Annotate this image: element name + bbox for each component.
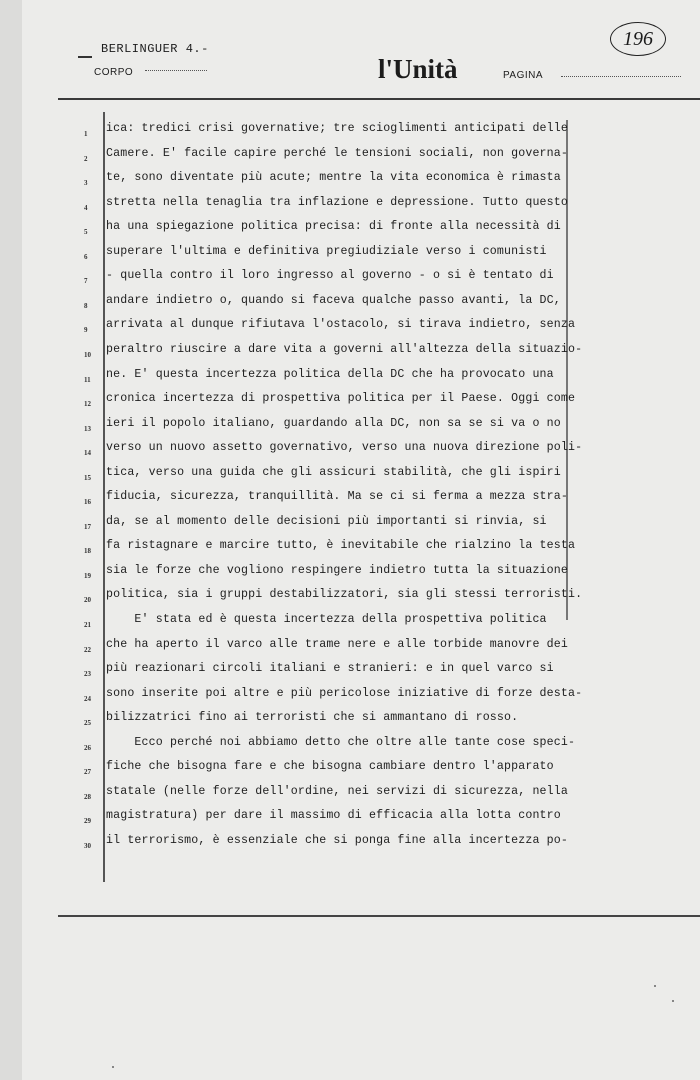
text-line xyxy=(0,490,700,514)
text-line xyxy=(0,638,700,662)
line-text: E' stata ed è questa incertezza della prospettiva politica xyxy=(106,613,547,626)
line-number: 24 xyxy=(84,694,91,703)
text-line xyxy=(0,564,700,588)
text-line xyxy=(0,318,700,342)
line-number: 10 xyxy=(84,350,91,359)
text-line xyxy=(0,196,700,220)
newspaper-masthead: l'Unità xyxy=(378,54,458,84)
line-number: 5 xyxy=(84,228,88,237)
line-text: ne. E' questa incertezza politica della DC che ha provocato una xyxy=(106,367,554,381)
text-line xyxy=(0,343,700,367)
header-rule xyxy=(58,98,700,100)
line-text: fa ristagnare e marcire tutto, è inevitabile che rialzino la testa xyxy=(106,539,576,553)
page-number-circled xyxy=(610,22,666,56)
line-text: te, sono diventate più acute; mentre la vita economica è rimasta xyxy=(106,171,561,185)
text-line xyxy=(0,834,700,858)
line-text: Camere. E' facile capire perché le tensioni sociali, non governa- xyxy=(106,146,568,160)
line-text: verso un nuovo assetto governativo, verso una nuova direzione poli- xyxy=(106,441,583,455)
text-line xyxy=(0,736,700,760)
text-line xyxy=(0,760,700,784)
footer-rule xyxy=(58,915,700,917)
line-number: 16 xyxy=(84,498,91,507)
text-line xyxy=(0,122,700,146)
line-number: 9 xyxy=(84,326,88,335)
text-line xyxy=(0,613,700,637)
line-text: magistratura) per dare il massimo di efficacia alla lotta contro xyxy=(106,809,561,823)
line-number: 27 xyxy=(84,768,91,777)
line-number: 1 xyxy=(84,130,88,138)
line-text: cronica incertezza di prospettiva politica per il Paese. Oggi come xyxy=(106,392,576,406)
line-text: andare indietro o, quando si faceva qualche passo avanti, la DC, xyxy=(106,293,561,307)
header-pagina-label: PAGINA xyxy=(503,70,544,81)
line-number: 13 xyxy=(84,424,91,433)
text-line xyxy=(0,417,700,441)
line-text: statale (nelle forze dell'ordine, nei servizi di sicurezza, nella xyxy=(106,784,568,798)
line-text: fiche che bisogna fare e che bisogna cambiare dentro l'apparato xyxy=(106,760,554,774)
line-number: 3 xyxy=(84,179,88,188)
line-number: 14 xyxy=(84,449,91,458)
text-line xyxy=(0,245,700,269)
line-text: che ha aperto il varco alle trame nere e alle torbide manovre dei xyxy=(106,637,568,651)
text-line xyxy=(0,466,700,490)
text-line xyxy=(0,515,700,539)
text-line xyxy=(0,539,700,563)
line-number: 23 xyxy=(84,670,91,679)
line-text: - quella contro il loro ingresso al governo - o si è tentato di xyxy=(106,269,554,283)
pagina-dotted-line xyxy=(561,76,681,77)
line-text: tica, verso una guida che gli assicuri stabilità, che gli ispiri xyxy=(106,465,561,479)
text-line xyxy=(0,441,700,465)
line-number: 19 xyxy=(84,571,91,580)
line-text: bilizzatrici fino ai terroristi che si ammantano di rosso. xyxy=(106,711,519,725)
line-text: ha una spiegazione politica precisa: di fronte alla necessità di xyxy=(106,220,561,234)
text-line xyxy=(0,785,700,809)
corpo-dotted-line xyxy=(145,70,207,71)
text-line xyxy=(0,220,700,244)
line-number: 11 xyxy=(84,375,91,384)
line-text: sono inserite poi altre e più pericolose iniziative di forze desta- xyxy=(106,686,583,700)
header-title: BERLINGUER 4.- xyxy=(101,42,209,56)
line-number: 17 xyxy=(84,522,91,531)
header-corpo-label: CORPO xyxy=(94,67,134,78)
line-number: 26 xyxy=(84,743,91,752)
line-number: 8 xyxy=(84,301,88,310)
line-text: politica, sia i gruppi destabilizzatori, sia gli stessi terroristi. xyxy=(106,588,583,602)
line-text: ieri il popolo italiano, guardando alla DC, non sa se si va o no xyxy=(106,416,561,430)
line-number: 7 xyxy=(84,277,88,286)
line-number: 29 xyxy=(84,817,91,826)
line-number: 4 xyxy=(84,203,88,212)
line-text: da, se al momento delle decisioni più importanti si rinvia, si xyxy=(106,514,547,528)
page-number-text: 196 xyxy=(623,27,653,50)
line-text: arrivata al dunque rifiutava l'ostacolo, si tirava indietro, senza xyxy=(106,318,576,332)
header-corner-mark xyxy=(78,56,92,58)
text-line xyxy=(0,809,700,833)
line-number: 28 xyxy=(84,792,91,801)
line-text: stretta nella tenaglia tra inflazione e depressione. Tutto questo xyxy=(106,195,568,209)
line-number: 30 xyxy=(84,841,91,850)
text-line xyxy=(0,687,700,711)
line-number: 2 xyxy=(84,154,88,163)
line-number: 21 xyxy=(84,621,91,629)
line-text: ica: tredici crisi governative; tre scioglimenti anticipati delle xyxy=(106,122,568,135)
line-number: 22 xyxy=(84,645,91,654)
text-line xyxy=(0,147,700,171)
text-line xyxy=(0,662,700,686)
line-text: sia le forze che vogliono respingere indietro tutta la situazione xyxy=(106,563,568,577)
paper-speck xyxy=(672,1000,674,1002)
text-line xyxy=(0,368,700,392)
line-number: 20 xyxy=(84,596,91,605)
text-line xyxy=(0,711,700,735)
line-number: 6 xyxy=(84,252,88,261)
line-text: fiducia, sicurezza, tranquillità. Ma se ci si ferma a mezza stra- xyxy=(106,490,568,504)
line-number: 25 xyxy=(84,719,91,728)
paper-speck xyxy=(654,985,656,987)
line-number: 12 xyxy=(84,400,91,409)
text-line xyxy=(0,171,700,195)
text-line xyxy=(0,294,700,318)
text-line xyxy=(0,269,700,293)
line-text: superare l'ultima e definitiva pregiudiziale verso i comunisti xyxy=(106,244,547,258)
paper-speck xyxy=(112,1066,114,1068)
line-text: Ecco perché noi abbiamo detto che oltre alle tante cose speci- xyxy=(106,735,576,749)
line-text: peraltro riuscire a dare vita a governi all'altezza della situazio- xyxy=(106,342,583,356)
text-line xyxy=(0,392,700,416)
line-number: 18 xyxy=(84,547,91,556)
text-line xyxy=(0,588,700,612)
line-text: più reazionari circoli italiani e stranieri: e in quel varco si xyxy=(106,662,554,676)
line-text: il terrorismo, è essenziale che si ponga fine alla incertezza po- xyxy=(106,833,568,847)
line-number: 15 xyxy=(84,473,91,482)
